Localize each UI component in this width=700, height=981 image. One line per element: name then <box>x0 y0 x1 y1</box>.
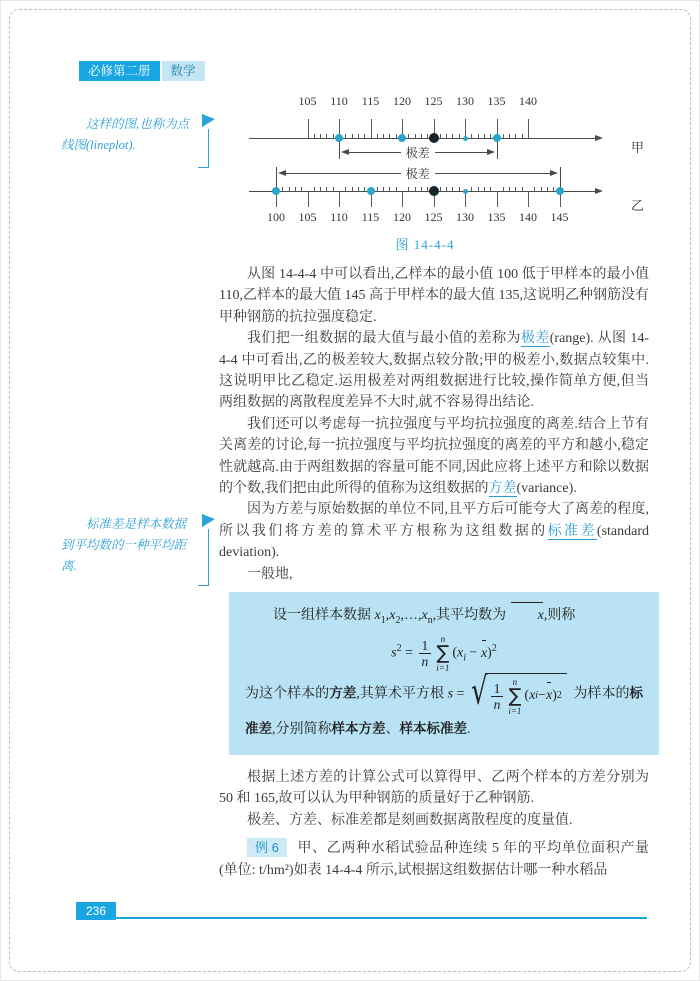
data-point <box>493 134 501 142</box>
major-tick <box>371 119 372 138</box>
math-sup: 2 <box>556 690 562 702</box>
minor-tick <box>352 187 353 192</box>
series-label: 乙 <box>631 198 645 213</box>
box-text: ,其算术平方根 <box>356 686 448 702</box>
tick-label: 115 <box>361 94 380 108</box>
volume-badge: 必修第二册 <box>79 61 160 81</box>
margin-note-lineplot <box>61 114 217 156</box>
minor-tick <box>515 134 516 139</box>
paragraph-7 <box>219 810 649 831</box>
summation <box>508 677 521 716</box>
page-number-badge: 236 <box>76 902 116 920</box>
note-bracket-line <box>198 129 209 168</box>
minor-tick <box>289 187 290 192</box>
sigma-symbol: ∑ <box>508 684 522 707</box>
radicand <box>486 673 567 716</box>
major-tick <box>528 119 529 138</box>
minor-tick <box>352 134 353 139</box>
minor-tick <box>383 134 384 139</box>
minor-tick <box>503 187 504 192</box>
minor-tick <box>452 187 453 192</box>
paragraph-6 <box>219 767 649 810</box>
paragraph-4 <box>219 499 649 563</box>
series-label: 甲 <box>631 140 645 155</box>
footer-rule <box>109 917 647 919</box>
key-term-stddev: 标准差 <box>547 523 597 539</box>
tick-label: 115 <box>361 210 380 224</box>
axis-arrowhead <box>595 188 603 194</box>
tick-label: 135 <box>487 94 506 108</box>
paragraph-1 <box>219 264 649 328</box>
math-xbar: x <box>546 683 552 709</box>
minor-tick <box>383 187 384 192</box>
sum-upper-limit: n <box>512 676 518 687</box>
tick-label: 120 <box>393 94 411 108</box>
sum-lower-limit: i=1 <box>436 662 450 673</box>
minor-tick <box>389 187 390 192</box>
math-xbar: x <box>481 641 487 667</box>
data-point <box>556 187 564 195</box>
margin-note-text: 标准差是样本数据到平均数的一种平均距离. <box>61 517 187 573</box>
major-tick <box>339 191 340 207</box>
flag-icon <box>202 114 215 127</box>
minor-tick <box>345 134 346 139</box>
box-text: 为样本的 <box>569 686 630 702</box>
math-var: x <box>457 645 464 661</box>
math-sup: 2 <box>491 642 497 654</box>
minor-tick <box>459 134 460 139</box>
axis-arrowhead <box>595 135 603 141</box>
major-tick <box>308 119 309 138</box>
minor-tick <box>415 187 416 192</box>
tick-label: 125 <box>424 210 443 224</box>
axis-line <box>249 138 595 139</box>
minor-tick <box>364 134 365 139</box>
figure-caption: 图 14-4-4 <box>395 237 455 252</box>
math-paren: ( <box>452 645 458 661</box>
math-paren: ) <box>552 688 557 704</box>
fraction-denominator: n <box>493 696 501 712</box>
math-sub: 2 <box>395 614 401 626</box>
minor-tick <box>333 134 334 139</box>
minor-tick <box>358 187 359 192</box>
data-point <box>398 134 406 142</box>
minor-tick <box>541 187 542 192</box>
math-var: x <box>421 608 428 624</box>
minor-tick <box>446 134 447 139</box>
minor-tick <box>478 134 479 139</box>
range-label: 极差 <box>401 145 435 161</box>
minor-tick <box>490 187 491 192</box>
tick-label: 130 <box>456 210 474 224</box>
box-text: , <box>417 608 422 624</box>
data-point <box>463 189 468 194</box>
minor-tick <box>484 187 485 192</box>
minor-tick <box>509 187 510 192</box>
major-tick <box>497 191 498 207</box>
minor-tick <box>553 187 554 192</box>
minor-tick <box>440 187 441 192</box>
tick-label: 125 <box>424 94 443 108</box>
tick-label: 110 <box>330 210 348 224</box>
range-arrowhead <box>487 149 495 155</box>
major-tick <box>308 191 309 207</box>
math-op: = <box>453 686 468 702</box>
margin-note-stddev <box>61 514 217 577</box>
minor-tick <box>282 187 283 192</box>
minor-tick <box>326 134 327 139</box>
data-point <box>272 187 280 195</box>
paragraph-text: (range). 从图 14-4-4 中可看出,乙的极差较大,数据点较分散;甲的极差小,数据点较集中.这说明甲比乙稳定.运用极差对两组数据进行比较,操作简单方便,但当两组数据的离散程度差异不大时,就不容易得出结论. <box>219 331 650 411</box>
minor-tick <box>471 187 472 192</box>
fraction-numerator: 1 <box>491 681 504 697</box>
box-text: ,则称 <box>543 608 576 624</box>
math-sup: 2 <box>396 642 402 654</box>
math-var: s <box>391 645 397 661</box>
minor-tick <box>333 187 334 192</box>
minor-tick <box>389 134 390 139</box>
minor-tick <box>314 187 315 192</box>
main-text-column <box>219 264 649 881</box>
page-header <box>79 61 205 81</box>
figure-14-4-4 <box>241 93 671 261</box>
math-var: x <box>389 608 396 624</box>
tick-label: 145 <box>550 210 569 224</box>
paragraph-text: 我们还可以考虑每一抗拉强度与平均抗拉强度的离差.结合上节有关离差的讨论,每一抗拉强度与平均抗拉强度的离差的平方和越小,稳定性就越高.由于两组数据的容量可能不同,因此应将上述平方和除以数据的个数,我们把由此所得的值称为这组数据的 <box>219 416 649 497</box>
minor-tick <box>509 134 510 139</box>
minor-tick <box>503 134 504 139</box>
math-op: − <box>538 688 546 704</box>
minor-tick <box>547 187 548 192</box>
summation <box>436 634 449 673</box>
math-var: s <box>447 686 454 702</box>
bold-term-stddev: 标准差 <box>245 685 644 736</box>
minor-tick <box>421 187 422 192</box>
paragraph-text: 我们把一组数据的最大值与最小值的差称为 <box>247 331 521 347</box>
paragraph-5 <box>219 564 649 585</box>
minor-tick <box>459 187 460 192</box>
math-paren: ) <box>487 645 492 661</box>
minor-tick <box>345 187 346 192</box>
data-point <box>367 187 375 195</box>
minor-tick <box>358 134 359 139</box>
math-sub: 1 <box>380 614 386 626</box>
tick-label: 120 <box>393 210 411 224</box>
box-text: 设一组样本数据 <box>273 608 375 624</box>
math-sub: i <box>535 690 539 702</box>
minor-tick <box>377 134 378 139</box>
paragraph-text: 因为方差与原始数据的单位不同,且平方后可能夸大了离差的程度,所以我们将方差的算术平方根称为这组数据的 <box>219 502 649 539</box>
range-arrowhead <box>341 149 349 155</box>
minor-tick <box>522 134 523 139</box>
minor-tick <box>515 187 516 192</box>
box-body-line <box>245 669 644 743</box>
bold-term-sample-variance: 样本方差 <box>331 720 386 736</box>
math-paren: ( <box>524 688 530 704</box>
tick-label: 110 <box>330 94 348 108</box>
major-tick <box>402 191 403 207</box>
radical-sign: √ <box>470 669 488 714</box>
math-op: = <box>401 645 417 661</box>
minor-tick <box>320 134 321 139</box>
fraction-denominator: n <box>421 653 429 669</box>
minor-tick <box>326 187 327 192</box>
paragraph-text: 一般地, <box>247 566 293 582</box>
bold-term-sample-stddev: 样本标准差 <box>399 720 467 736</box>
tick-label: 140 <box>519 94 537 108</box>
math-var: x <box>529 688 536 704</box>
paragraph-text: 极差、方差、标准差都是刻画数据离散程度的度量值. <box>247 812 573 828</box>
bold-term-variance: 方差 <box>329 685 357 701</box>
tick-label: 135 <box>487 210 506 224</box>
box-text: , <box>385 608 390 624</box>
sum-lower-limit: i=1 <box>508 705 522 716</box>
math-ellipsis: … <box>403 608 418 624</box>
paragraph-text: 甲、乙两种水稻试验品种连续 5 年的平均单位面积产量 (单位: t/hm²)如表 14-4-4 所示,试根据这组数据估计哪一种水稻品 <box>219 841 649 878</box>
paragraph-text: 根据上述方差的计算公式可以算得甲、乙两个样本的方差分别为 50 和 165,故可以认为甲种钢筋的质量好于乙种钢筋. <box>219 769 649 807</box>
box-text: 为这个样本的 <box>245 686 330 702</box>
paragraph-text: (variance). <box>516 481 577 497</box>
math-xbar: x <box>510 603 544 629</box>
data-point <box>429 186 439 196</box>
minor-tick <box>314 134 315 139</box>
dotplot-jia <box>241 93 671 171</box>
math-sub: i <box>463 652 467 664</box>
range-arrowhead <box>278 170 286 176</box>
minor-tick <box>408 134 409 139</box>
tick-label: 105 <box>298 210 317 224</box>
minor-tick <box>415 134 416 139</box>
paragraph-text: 从图 14-4-4 中可以看出,乙样本的最小值 100 低于甲样本的最小值 110,乙样本的最大值 145 高于甲样本的最大值 135,这说明乙种钢筋没有甲种钢筋的抗拉强度稳定. <box>219 267 649 325</box>
box-text: ,其平均数为 <box>432 608 510 624</box>
fraction <box>491 681 504 712</box>
fraction <box>419 638 432 669</box>
minor-tick <box>396 134 397 139</box>
box-text: , <box>400 608 404 624</box>
tick-label: 100 <box>267 210 285 224</box>
minor-tick <box>295 187 296 192</box>
paragraph-example-6 <box>219 838 649 881</box>
sum-upper-limit: n <box>440 633 446 644</box>
minor-tick <box>478 187 479 192</box>
minor-tick <box>408 187 409 192</box>
variance-formula <box>245 634 643 673</box>
box-text: . <box>467 721 471 737</box>
minor-tick <box>396 187 397 192</box>
data-point <box>463 136 468 141</box>
paragraph-2 <box>219 328 649 414</box>
box-intro-line <box>245 603 643 634</box>
range-label: 极差 <box>401 166 435 182</box>
minor-tick <box>471 134 472 139</box>
minor-tick <box>301 187 302 192</box>
margin-note-text: 这样的图,也称为点线图(lineplot). <box>61 117 190 152</box>
definition-box <box>229 592 659 755</box>
axis-line <box>249 191 595 192</box>
data-point <box>429 133 439 143</box>
math-op: − <box>466 645 481 661</box>
minor-tick <box>522 187 523 192</box>
math-sub: n <box>427 614 433 626</box>
tick-label: 130 <box>456 94 474 108</box>
sigma-symbol: ∑ <box>436 641 450 664</box>
flag-icon <box>202 514 215 527</box>
dotplot-yi <box>241 166 671 233</box>
range-arrowhead <box>550 170 558 176</box>
key-term-variance: 方差 <box>488 481 517 497</box>
minor-tick <box>452 134 453 139</box>
paragraph-3 <box>219 414 649 500</box>
example-badge: 例 6 <box>247 838 287 857</box>
tick-label: 105 <box>298 94 317 108</box>
box-text: 、 <box>385 721 400 737</box>
subject-badge: 数学 <box>162 61 205 81</box>
minor-tick <box>446 187 447 192</box>
minor-tick <box>484 134 485 139</box>
minor-tick <box>320 187 321 192</box>
data-point <box>335 134 343 142</box>
box-text: ,分别简称 <box>272 721 332 737</box>
note-bracket-line <box>198 529 209 586</box>
tick-label: 140 <box>519 210 537 224</box>
minor-tick <box>534 187 535 192</box>
minor-tick <box>421 134 422 139</box>
minor-tick <box>364 187 365 192</box>
major-tick <box>528 191 529 207</box>
fraction-numerator: 1 <box>419 638 432 654</box>
key-term-range: 极差 <box>520 331 550 347</box>
paragraph-text: (standard deviation). <box>219 523 650 561</box>
square-root <box>470 669 567 716</box>
minor-tick <box>490 134 491 139</box>
minor-tick <box>377 187 378 192</box>
math-var: x <box>374 608 381 624</box>
minor-tick <box>440 134 441 139</box>
